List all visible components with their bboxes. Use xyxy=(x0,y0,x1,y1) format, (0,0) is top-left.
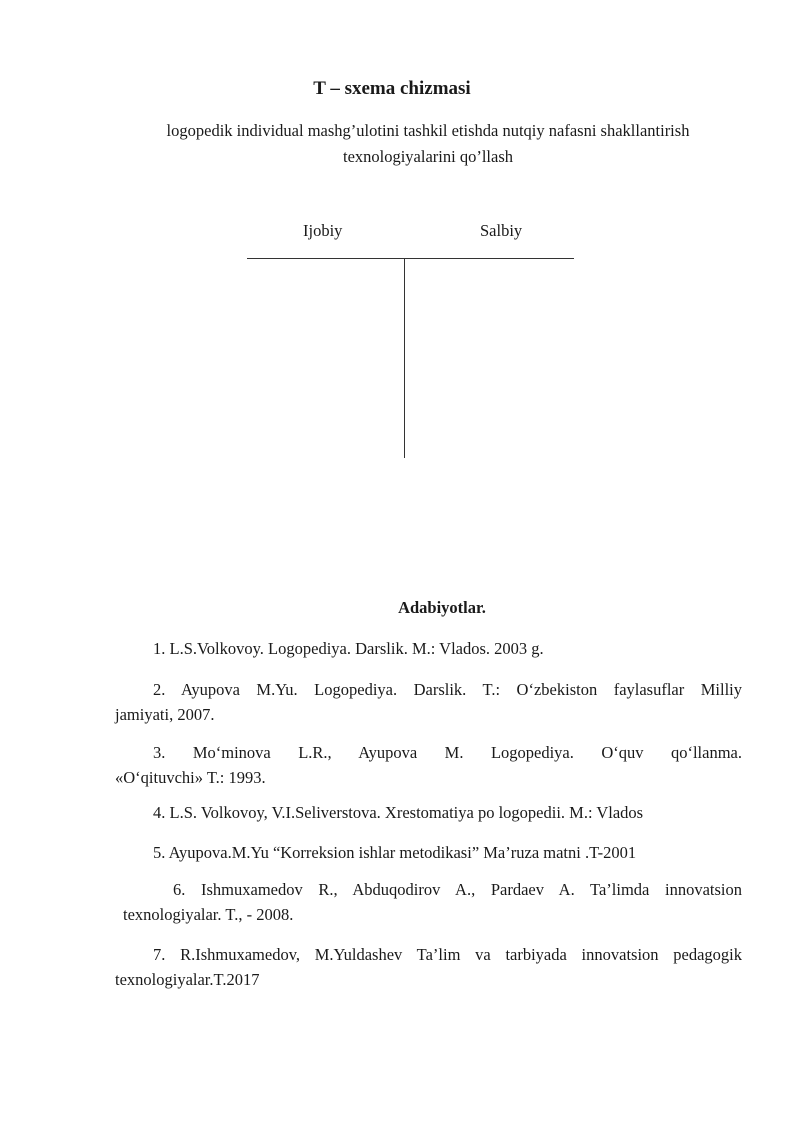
reference-line: texnologiyalar.T.2017 xyxy=(115,970,260,989)
t-chart-right-heading: Salbiy xyxy=(480,221,523,240)
reference-line: 2. Ayupova M.Yu. Logopediya. Darslik. T.: O‘zbekiston faylasuflar Milliy xyxy=(153,680,742,699)
reference-line: 4. L.S. Volkovoy, V.I.Seliverstova. Xrestomatiya po logopedii. M.: Vlados xyxy=(153,803,644,822)
reference-line: 5. Ayupova.M.Yu “Korreksion ishlar metodikasi” Ma’ruza matni .T-2001 xyxy=(153,843,637,862)
reference-line: 3. Mo‘minova L.R., Ayupova M. Logopediya. O‘quv qo‘llanma. xyxy=(153,743,742,762)
reference-line: jamiyati, 2007. xyxy=(115,705,215,724)
t-chart-horizontal-line xyxy=(247,258,574,259)
reference-line: 1. L.S.Volkovoy. Logopediya. Darslik. M.: Vlados. 2003 g. xyxy=(153,639,544,658)
page-subtitle xyxy=(100,118,756,170)
reference-item xyxy=(115,800,742,825)
reference-line: 6. Ishmuxamedov R., Abduqodirov A., Pardaev A. Ta’limda innovatsion xyxy=(173,880,742,899)
reference-item xyxy=(115,636,742,661)
subtitle-line-1: logopedik individual mashg’ulotini tashkil etishda nutqiy nafasni shakllantirish xyxy=(166,121,690,140)
reference-item xyxy=(115,840,742,865)
reference-line: texnologiyalar. T., - 2008. xyxy=(123,905,294,924)
reference-item xyxy=(115,740,742,790)
reference-item xyxy=(115,942,742,992)
reference-line: «O‘qituvchi» T.: 1993. xyxy=(115,768,266,787)
references-title: Adabiyotlar. xyxy=(398,598,486,617)
reference-line: 7. R.Ishmuxamedov, M.Yuldashev Ta’lim va tarbiyada innovatsion pedagogik xyxy=(153,945,742,964)
subtitle-line-2: texnologiyalarini qo’llash xyxy=(342,147,513,166)
reference-item xyxy=(115,677,742,727)
t-chart-left-heading: Ijobiy xyxy=(303,221,343,240)
t-chart-vertical-line xyxy=(404,258,405,458)
page-title: T – sxema chizmasi xyxy=(313,78,471,99)
reference-item xyxy=(123,877,742,927)
